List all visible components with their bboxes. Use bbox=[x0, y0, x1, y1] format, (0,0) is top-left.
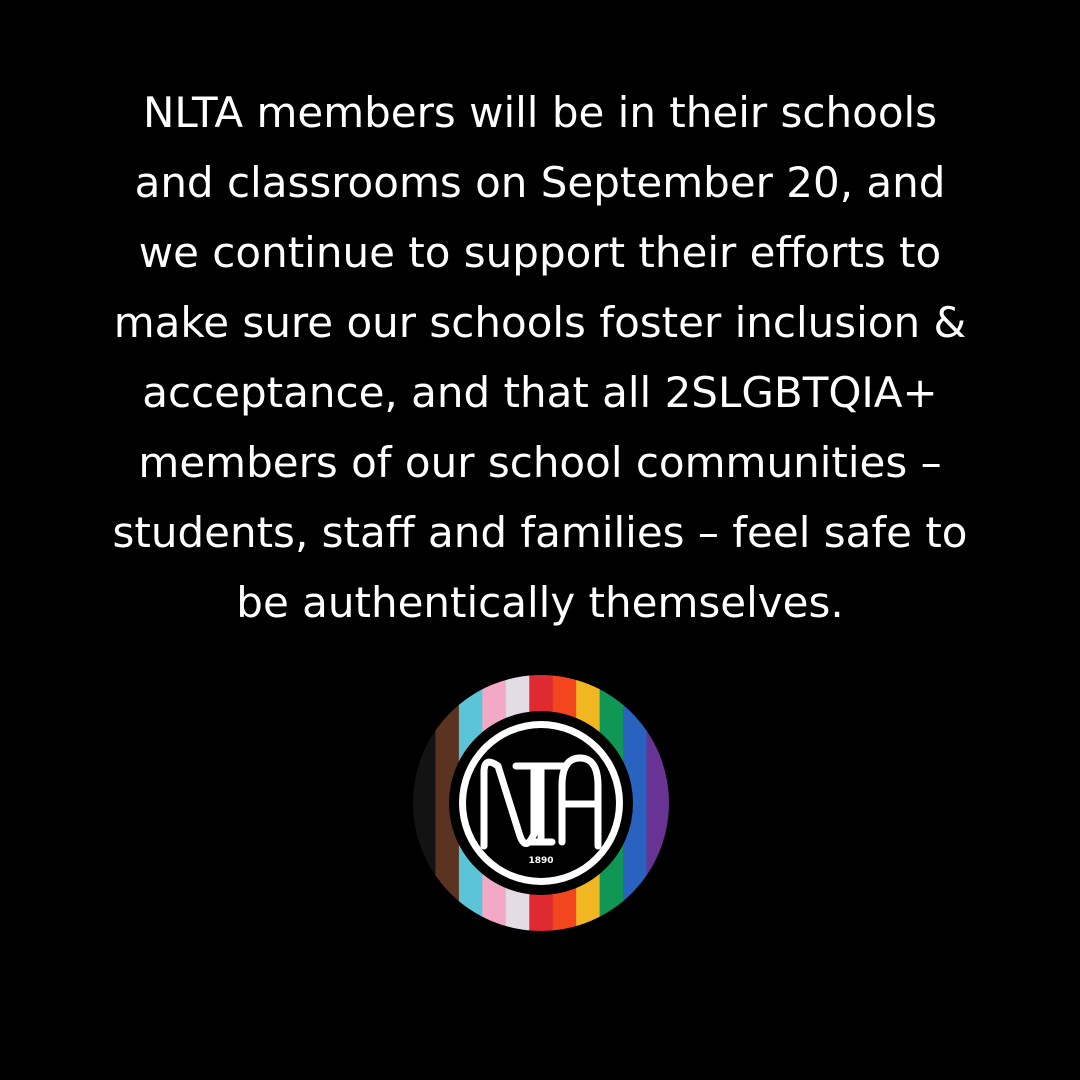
nlta-pride-logo bbox=[412, 674, 670, 932]
statement-text bbox=[70, 78, 1010, 638]
statement-line: make sure our schools foster inclusion & bbox=[113, 298, 967, 347]
statement-line: we continue to support their efforts to bbox=[138, 228, 942, 277]
statement-line: and classrooms on September 20, and bbox=[134, 158, 946, 207]
statement-line: be authentically themselves. bbox=[236, 578, 844, 627]
pride-stripe bbox=[647, 674, 670, 932]
statement-line: members of our school communities – bbox=[138, 438, 942, 487]
pride-stripe bbox=[412, 674, 436, 932]
statement-line: NLTA members will be in their schools bbox=[142, 88, 938, 137]
nlta-pride-logo-graphic bbox=[412, 674, 670, 932]
statement-line: acceptance, and that all 2SLGBTQIA+ bbox=[142, 368, 938, 417]
statement-line: students, staff and families – feel safe to bbox=[112, 508, 968, 557]
emblem-year: 1890 bbox=[528, 856, 554, 866]
